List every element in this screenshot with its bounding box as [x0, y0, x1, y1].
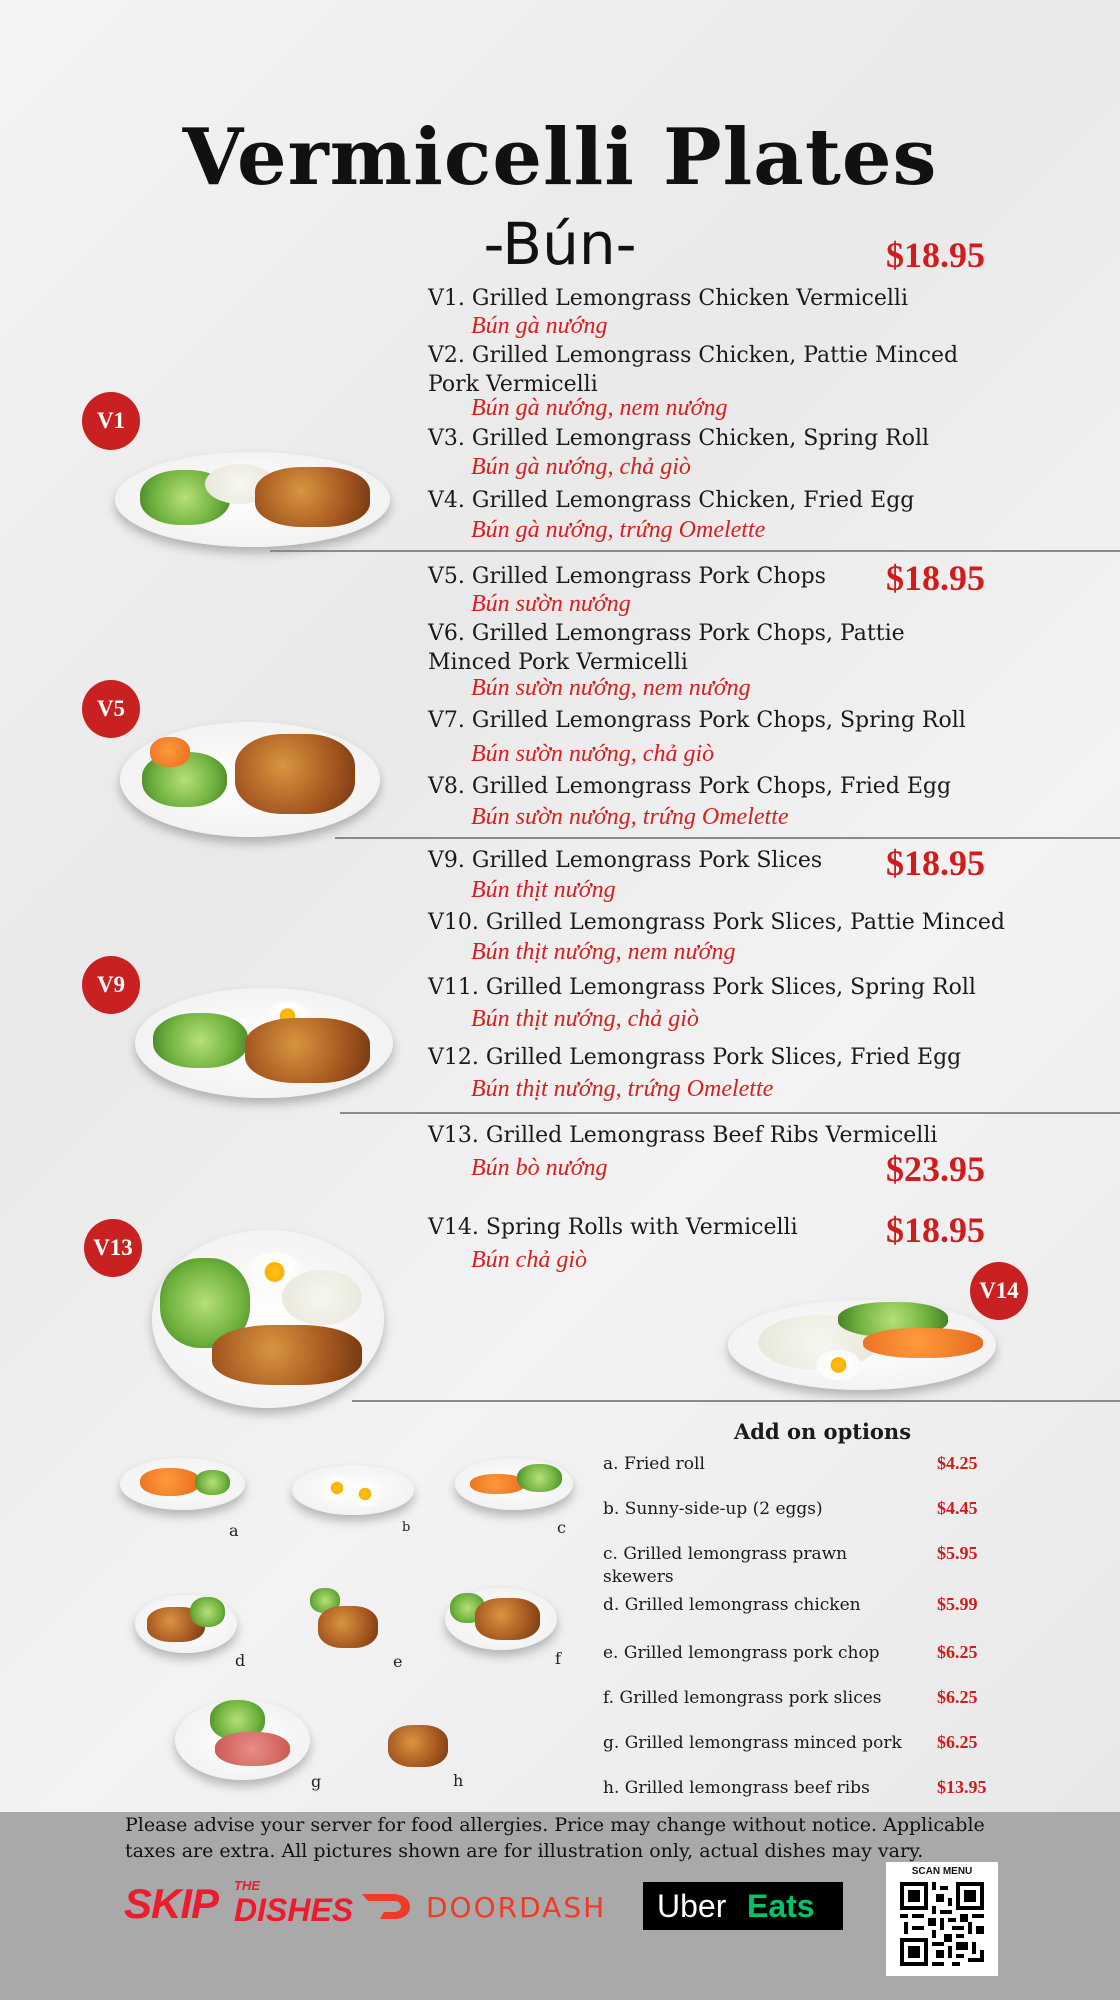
dish-photo-v13: [152, 1230, 384, 1408]
section-divider: [340, 1112, 1120, 1114]
addon-photo-pork-slices: [445, 1588, 557, 1650]
menu-item-v14-viet: Bún chả giò: [471, 1247, 587, 1273]
addon-photo-pork-chop: [310, 1588, 380, 1650]
menu-item-v11: V11. Grilled Lemongrass Pork Slices, Spring Roll: [428, 975, 976, 1000]
page-subtitle: -Bún-: [483, 210, 637, 278]
addon-c: c. Grilled lemongrass prawn skewers: [603, 1544, 848, 1587]
menu-item-v9: V9. Grilled Lemongrass Pork Slices: [428, 848, 823, 873]
menu-item-v1-viet: Bún gà nướng: [471, 313, 608, 339]
doordash-logo[interactable]: [360, 1888, 615, 1924]
menu-item-v12: V12. Grilled Lemongrass Pork Slices, Fried Egg: [428, 1045, 962, 1070]
qr-code[interactable]: [886, 1862, 998, 1976]
addon-photo-eggs: [292, 1465, 414, 1515]
menu-item-v1: V1. Grilled Lemongrass Chicken Vermicelli: [428, 286, 908, 311]
addon-e: e. Grilled lemongrass pork chop: [603, 1643, 880, 1663]
menu-item-v13-viet: Bún bò nướng: [471, 1155, 608, 1181]
doordash-icon: [360, 1892, 412, 1920]
addon-e-price: $6.25: [937, 1642, 978, 1662]
price-v13: $23.95: [886, 1149, 985, 1189]
menu-item-v5-viet: Bún sườn nướng: [471, 591, 631, 617]
addon-h: h. Grilled lemongrass beef ribs: [603, 1778, 870, 1798]
addon-photo-label-c: c: [557, 1518, 566, 1537]
menu-item-v7-viet: Bún sườn nướng, chả giò: [471, 741, 715, 767]
addon-photo-beef-ribs: [378, 1715, 458, 1775]
price-section-3: $18.95: [886, 843, 985, 883]
addons-title: Add on options: [734, 1419, 912, 1444]
addon-photo-label-d: d: [235, 1651, 246, 1670]
menu-item-v10-viet: Bún thịt nướng, nem nướng: [471, 939, 736, 965]
section-divider: [352, 1400, 1120, 1402]
menu-item-v9-viet: Bún thịt nướng: [471, 877, 616, 903]
addon-photo-chicken: [135, 1595, 237, 1653]
menu-item-v13: V13. Grilled Lemongrass Beef Ribs Vermicelli: [428, 1123, 938, 1148]
addon-f: f. Grilled lemongrass pork slices: [603, 1688, 882, 1708]
section-divider: [270, 550, 1120, 552]
doordash-logo-text: DOORDASH: [426, 1891, 607, 1924]
dish-photo-v1: [115, 452, 390, 547]
menu-item-v2: V2. Grilled Lemongrass Chicken, Pattie Minced Pork Vermicelli: [428, 343, 959, 397]
qr-code-icon: [900, 1882, 984, 1966]
addon-photo-label-e: e: [393, 1652, 403, 1671]
qr-label: SCAN MENU: [911, 1866, 973, 1877]
menu-item-v8: V8. Grilled Lemongrass Pork Chops, Fried Egg: [428, 774, 952, 799]
price-section-1: $18.95: [886, 235, 985, 275]
dish-photo-v14: [728, 1300, 996, 1390]
menu-item-v6: V6. Grilled Lemongrass Pork Chops, Pattie Minced Pork Vermicelli: [428, 621, 905, 675]
menu-item-v2-viet: Bún gà nướng, nem nướng: [471, 395, 728, 421]
addon-c-price: $5.95: [937, 1543, 978, 1563]
badge-v5: V5: [82, 680, 140, 738]
badge-v9: V9: [82, 956, 140, 1014]
addon-photo-fried-roll: [120, 1458, 245, 1510]
skip-logo-text: SKIP: [124, 1880, 219, 1927]
skipthedishes-logo[interactable]: [124, 1878, 354, 1930]
addon-b: b. Sunny-side-up (2 eggs): [603, 1499, 823, 1519]
addon-photo-minced-pork: [175, 1700, 310, 1780]
addon-f-price: $6.25: [937, 1687, 978, 1707]
page-title: Vermicelli Plates: [182, 112, 938, 203]
addon-g-price: $6.25: [937, 1732, 978, 1752]
addon-photo-label-f: f: [555, 1649, 561, 1668]
uber-logo-text: Uber: [657, 1888, 727, 1924]
menu-item-v6-viet: Bún sườn nướng, nem nướng: [471, 675, 751, 701]
addon-a-price: $4.25: [937, 1453, 978, 1473]
eats-logo-text: Eats: [747, 1888, 815, 1924]
addon-h-price: $13.95: [937, 1777, 987, 1797]
menu-item-v7: V7. Grilled Lemongrass Pork Chops, Spring Roll: [428, 708, 966, 733]
menu-item-v3-viet: Bún gà nướng, chả giò: [471, 454, 691, 480]
menu-item-v10: V10. Grilled Lemongrass Pork Slices, Pattie Minced: [428, 910, 1005, 935]
addon-a: a. Fried roll: [603, 1454, 705, 1474]
addon-photo-label-a: a: [229, 1521, 239, 1540]
menu-item-v5: V5. Grilled Lemongrass Pork Chops: [428, 564, 826, 589]
skip-logo-dishes: DISHES: [234, 1892, 354, 1928]
badge-v13: V13: [84, 1219, 142, 1277]
ubereats-logo[interactable]: [643, 1882, 843, 1930]
addon-d-price: $5.99: [937, 1594, 978, 1614]
addon-photo-label-h: h: [453, 1771, 464, 1790]
addon-photo-label-g: g: [311, 1772, 322, 1791]
section-divider: [335, 837, 1120, 839]
addon-g: g. Grilled lemongrass minced pork: [603, 1733, 902, 1753]
menu-item-v3: V3. Grilled Lemongrass Chicken, Spring Roll: [428, 426, 930, 451]
badge-v1: V1: [82, 392, 140, 450]
price-section-2: $18.95: [886, 558, 985, 598]
addon-b-price: $4.45: [937, 1498, 978, 1518]
menu-item-v4-viet: Bún gà nướng, trứng Omelette: [471, 517, 766, 543]
menu-item-v8-viet: Bún sườn nướng, trứng Omelette: [471, 804, 789, 830]
dish-photo-v5: [120, 722, 380, 837]
addon-photo-label-b: b: [402, 1520, 411, 1535]
badge-v14: V14: [970, 1262, 1028, 1320]
menu-item-v12-viet: Bún thịt nướng, trứng Omelette: [471, 1076, 774, 1102]
addon-photo-prawn-skewers: [455, 1458, 573, 1510]
menu-item-v11-viet: Bún thịt nướng, chả giò: [471, 1006, 699, 1032]
addon-d: d. Grilled lemongrass chicken: [603, 1595, 861, 1615]
menu-item-v4: V4. Grilled Lemongrass Chicken, Fried Egg: [428, 488, 915, 513]
footer-disclaimer: Please advise your server for food allergies. Price may change without notice. Applicable taxes are extra. All pictures shown are for illustration only, actual dishes may vary.: [125, 1814, 985, 1862]
menu-item-v14: V14. Spring Rolls with Vermicelli: [428, 1215, 798, 1240]
skip-logo-the: THE: [234, 1878, 260, 1893]
dish-photo-v9: [135, 988, 393, 1098]
price-v14: $18.95: [886, 1210, 985, 1250]
